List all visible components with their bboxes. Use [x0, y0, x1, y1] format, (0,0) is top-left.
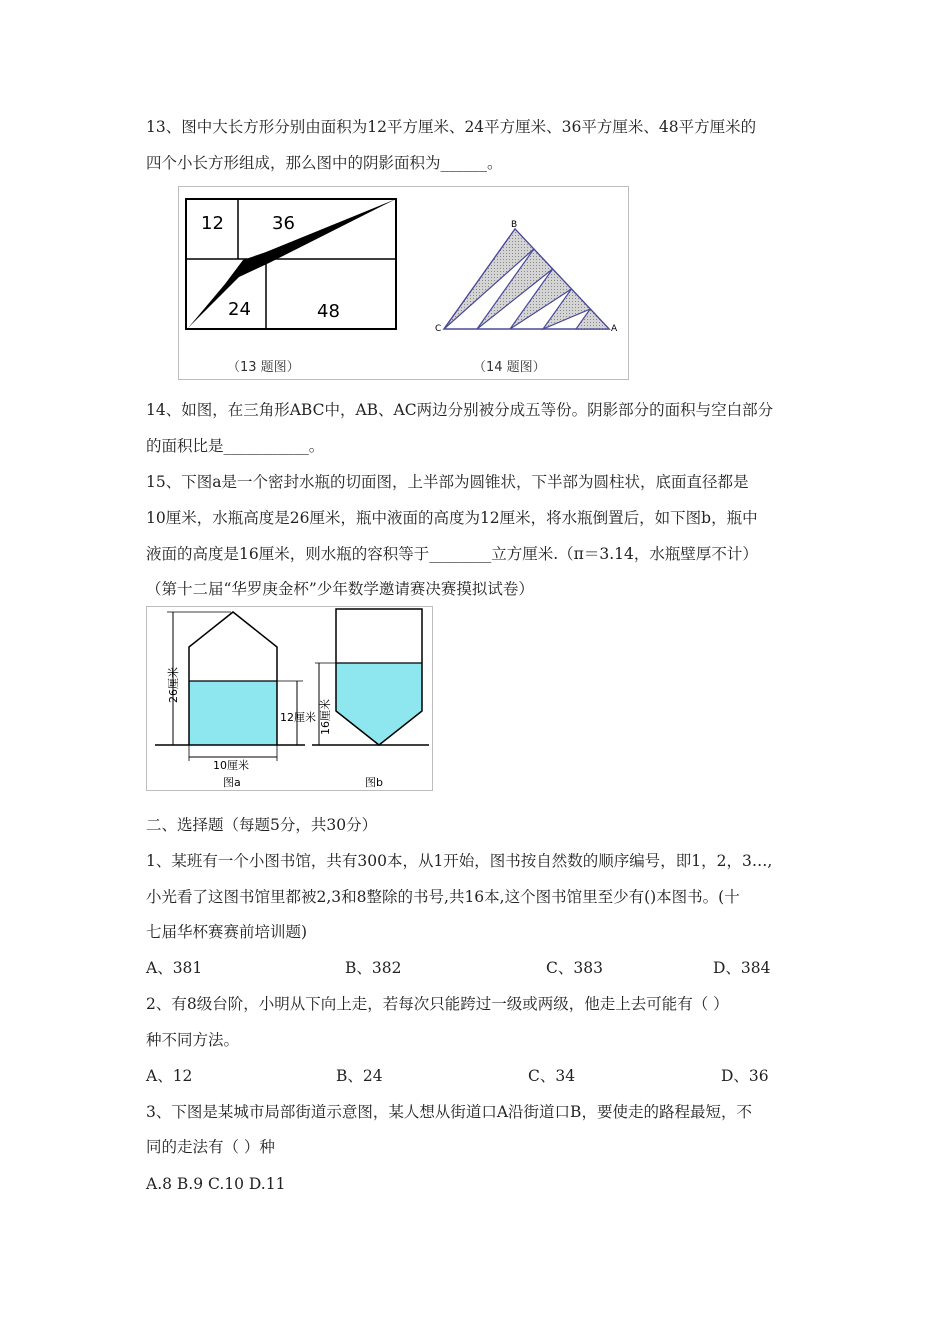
c2-option-c: C、34 [528, 1067, 576, 1085]
bottle-a [155, 612, 316, 789]
caption-13: （13 题图） [227, 360, 300, 375]
c2-line-2: 种不同方法。 [146, 1031, 240, 1049]
caption-a: 图a [223, 776, 241, 789]
q15-line-1: 15、下图a是一个密封水瓶的切面图，上半部为圆锥状，下半部为圆柱状，底面直径都是 [146, 473, 749, 491]
c1-option-b: B、382 [345, 959, 402, 977]
c3-line-3: A.8 B.9 C.10 D.11 [146, 1175, 286, 1193]
vertex-a: A [611, 324, 618, 334]
q15-line-4: （第十二届“华罗庚金杯”少年数学邀请赛决赛摸拟试卷） [146, 580, 534, 598]
label-16cm: 16厘米 [319, 699, 332, 735]
label-26cm: 26厘米 [167, 667, 180, 703]
c1-line-3: 七届华杯赛赛前培训题) [146, 923, 308, 941]
vertex-b: B [511, 220, 518, 230]
label-48: 48 [317, 301, 340, 322]
water-a [189, 681, 277, 745]
bottle-b [312, 609, 429, 789]
c2-option-a: A、12 [146, 1067, 193, 1085]
q14-line-1: 14、如图，在三角形ABC中，AB、AC两边分别被分成五等份。阴影部分的面积与空白部分 [146, 401, 774, 419]
vertex-c: C [435, 324, 442, 334]
c2-option-b: B、24 [336, 1067, 383, 1085]
c1-line-1: 1、某班有一个小图书馆，共有300本，从1开始，图书按自然数的顺序编号，即1，2，3…, [146, 852, 773, 870]
figure-13-14-svg [179, 187, 628, 379]
figure-14 [435, 220, 618, 375]
q13-line-2: 四个小长方形组成，那么图中的阴影面积为______。 [146, 154, 503, 172]
c3-line-2: 同的走法有（ ）种 [146, 1138, 275, 1156]
label-12: 12 [201, 213, 224, 234]
q15-line-2: 10厘米，水瓶高度是26厘米，瓶中液面的高度为12厘米，将水瓶倒置后，如下图b，瓶中 [146, 509, 758, 527]
caption-b: 图b [365, 776, 383, 789]
water-b [336, 663, 422, 745]
label-12cm: 12厘米 [280, 711, 316, 724]
label-10cm: 10厘米 [213, 759, 249, 772]
c1-option-c: C、383 [546, 959, 603, 977]
c2-option-d: D、36 [721, 1067, 769, 1085]
label-36: 36 [272, 213, 295, 234]
section-2-title: 二、选择题（每题5分，共30分） [146, 816, 378, 834]
figure-13 [186, 199, 396, 375]
figure-15-svg [147, 607, 432, 790]
c3-line-1: 3、下图是某城市局部街道示意图，某人想从街道口A沿街道口B，要使走的路程最短，不 [146, 1103, 752, 1121]
q14-line-2: 的面积比是___________。 [146, 437, 325, 455]
caption-14: （14 题图） [473, 360, 546, 375]
figure-15 [146, 606, 433, 791]
label-24: 24 [228, 299, 251, 320]
q15-line-3: 液面的高度是16厘米，则水瓶的容积等于________立方厘米.（π＝3.14，水瓶壁厚不计） [146, 545, 758, 563]
figures-13-14 [178, 186, 629, 380]
c1-line-2: 小光看了这图书馆里都被2,3和8整除的书号,共16本,这个图书馆里至少有()本图书。(十 [146, 888, 740, 906]
c1-option-a: A、381 [146, 959, 203, 977]
c2-line-1: 2、有8级台阶，小明从下向上走，若每次只能跨过一级或两级，他走上去可能有（ ） [146, 995, 729, 1013]
q13-line-1: 13、图中大长方形分别由面积为12平方厘米、24平方厘米、36平方厘米、48平方厘米的 [146, 118, 757, 136]
c1-option-d: D、384 [713, 959, 771, 977]
